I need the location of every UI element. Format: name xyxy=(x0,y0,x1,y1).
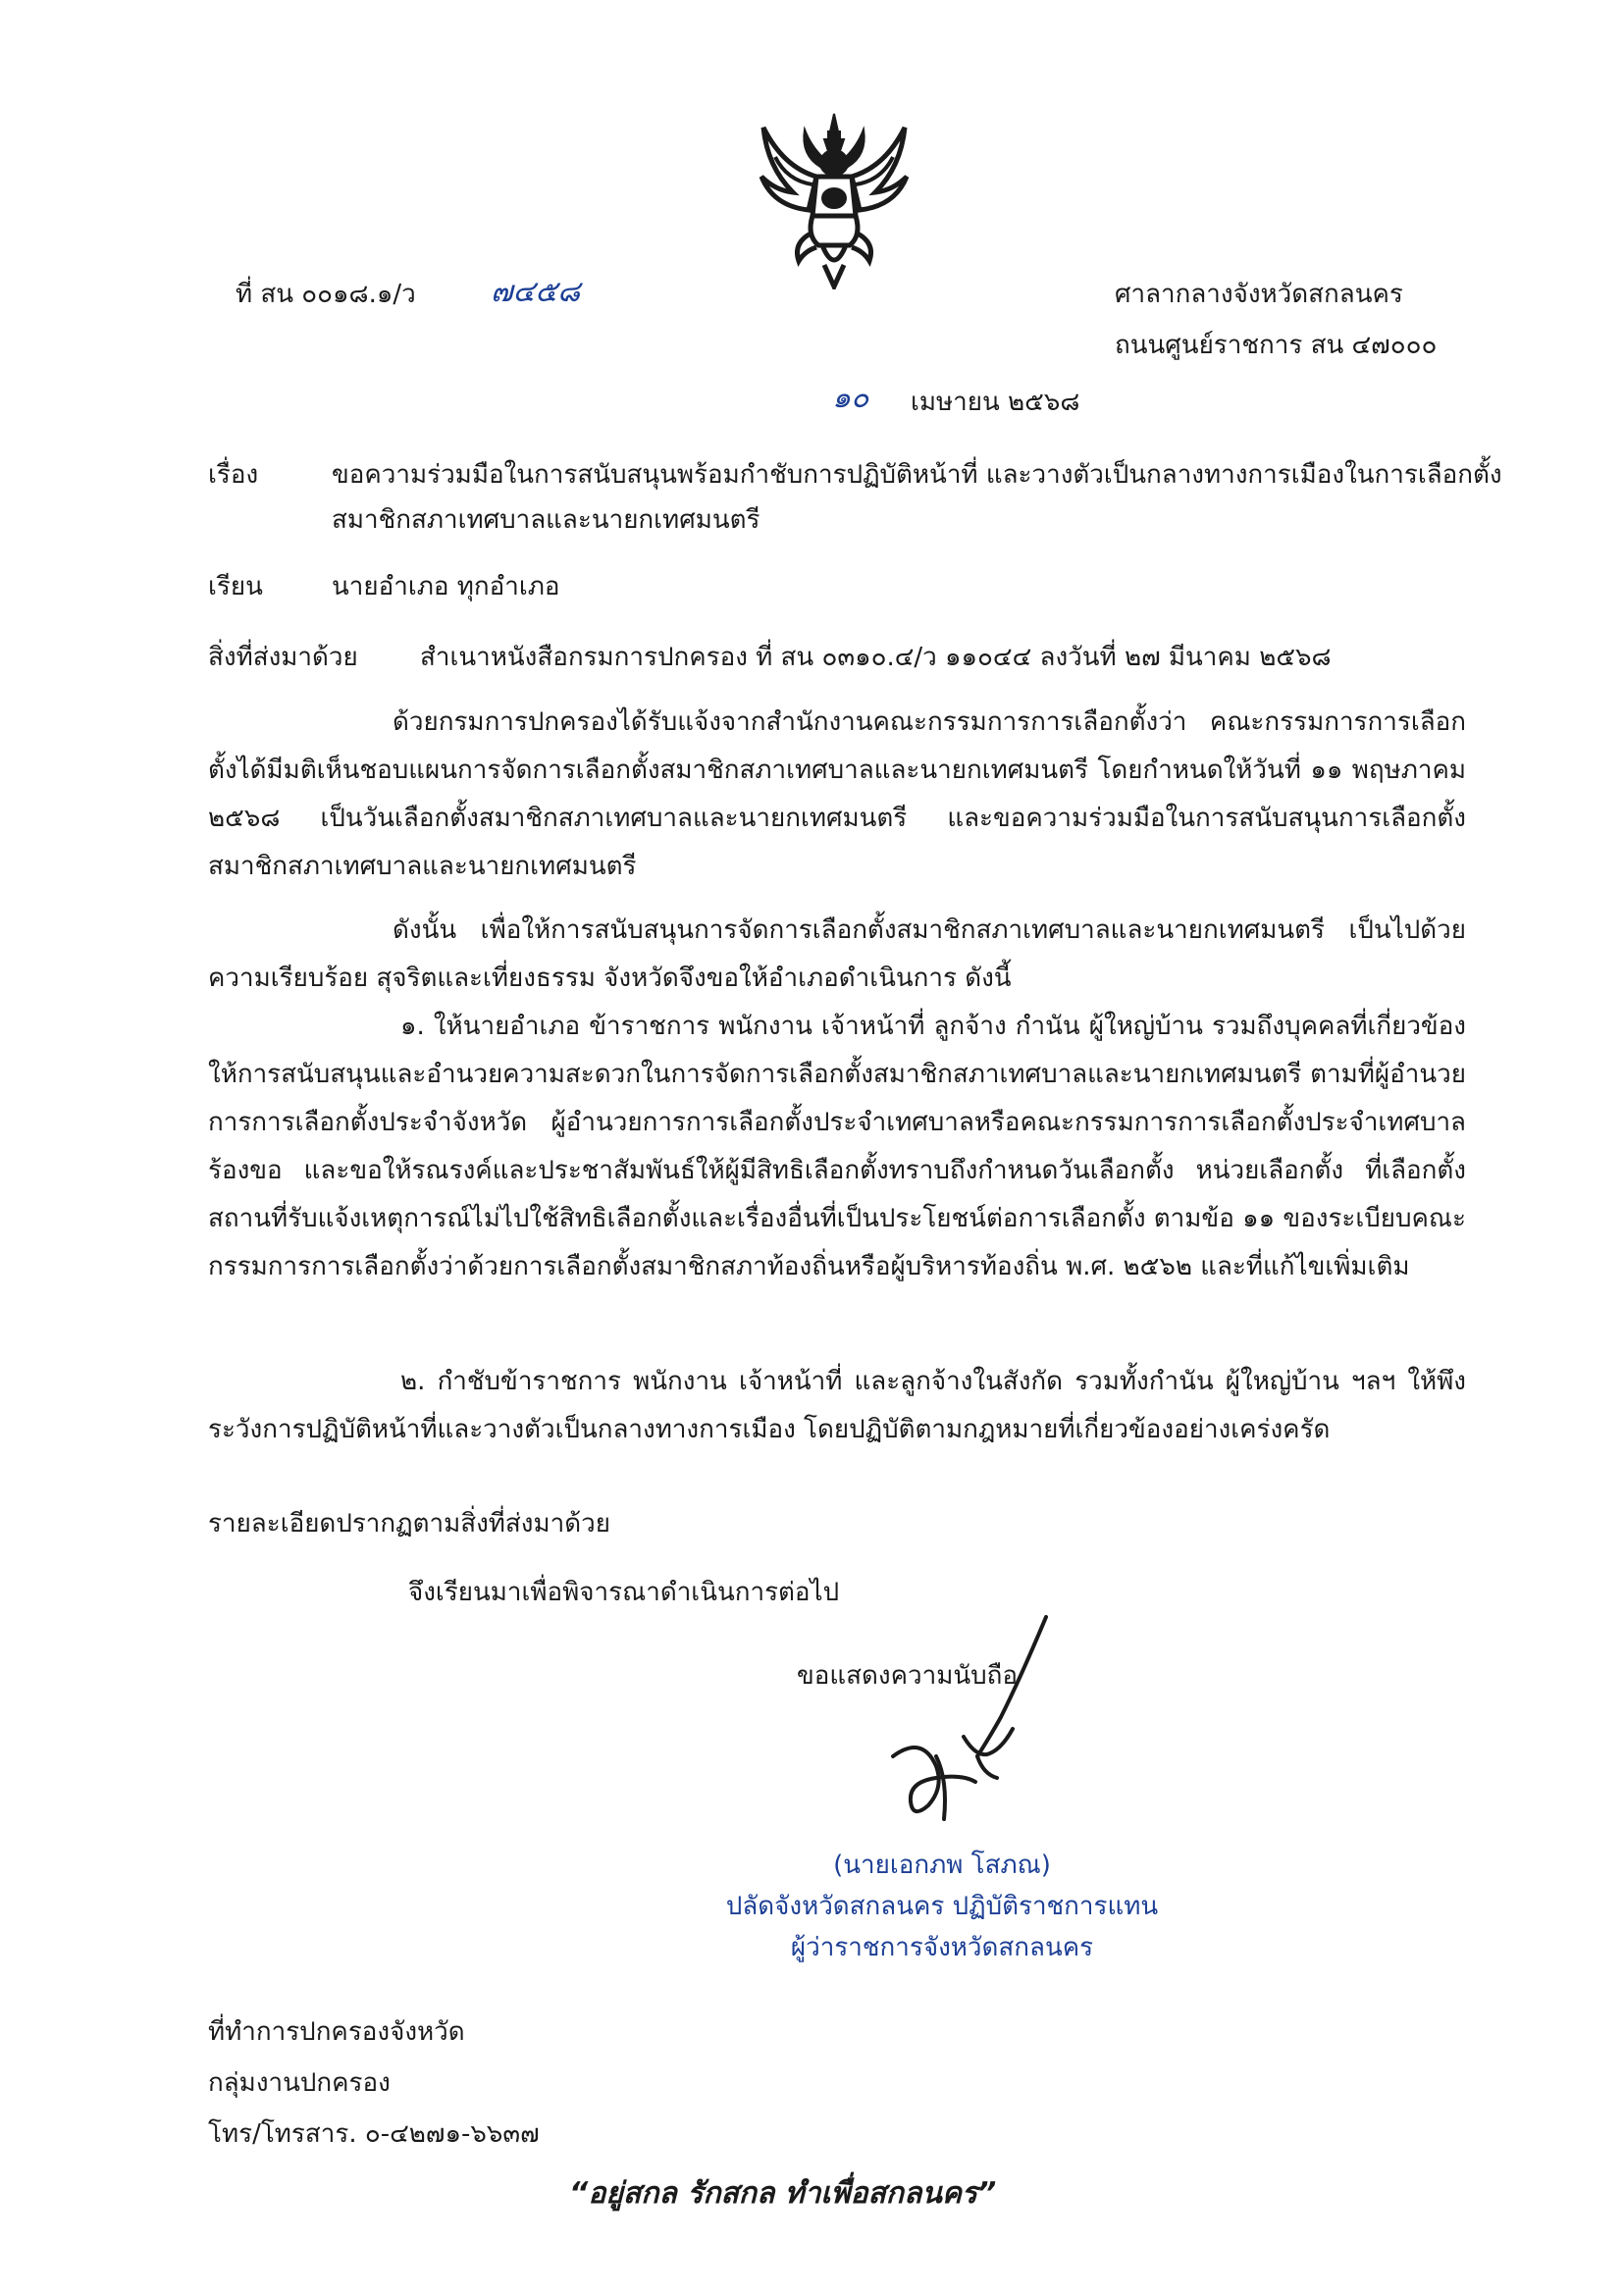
dept-line-2: กลุ่มงานปกครอง xyxy=(208,2068,391,2098)
body-item-2 xyxy=(208,1358,1466,1454)
ref-number-handwritten: ๗๔๕๘ xyxy=(491,275,581,309)
date-day-handwritten: ๑๐ xyxy=(832,381,869,415)
item2-text: ๒. กำชับข้าราชการ พนักงาน เจ้าหน้าที่ และลูกจ้างในสังกัด รวมทั้งกำนัน ผู้ใหญ่บ้าน ฯลฯ ให้พึงระวังการปฏิบัติหน้าที่และวางตัวเป็นกลางทางการเมือง โดยปฏิบัติตามกฎหมายที่เกี่ยวข้องอย่างเคร่งครัด xyxy=(208,1367,1466,1444)
signer-name: (นายเอกภพ โสภณ) xyxy=(833,1851,1051,1880)
ref-number-label: ที่ สน ๐๐๑๘.๑/ว xyxy=(236,280,416,309)
body-paragraph-1 xyxy=(208,699,1466,891)
date-month-year: เมษายน ๒๕๖๘ xyxy=(911,388,1080,417)
item1-text: ๑. ให้นายอำเภอ ข้าราชการ พนักงาน เจ้าหน้าที่ ลูกจ้าง กำนัน ผู้ใหญ่บ้าน รวมถึงบุคคลที่เกี่ยวข้อง ให้การสนับสนุนและอำนวยความสะดวกในการจัดการเลือกตั้งสมาชิกสภาเทศบาลและนายกเทศมนตรี ตามที่ผู้อำนวยการการเลือกตั้งประจำจังหวัด ผู้อำนวยการการเลือกตั้งประจำเทศบาลหรือคณะกรรมการการเลือกตั้งประจำเทศบาลร้องขอ และขอให้รณรงค์และประชาสัมพันธ์ให้ผู้มีสิทธิเลือกตั้งทราบถึงกำหนดวันเลือกตั้ง หน่วยเลือกตั้ง ที่เลือกตั้ง สถานที่รับแจ้งเหตุการณ์ไม่ไปใช้สิทธิเลือกตั้งและเรื่องอื่นที่เป็นประโยชน์ต่อการเลือกตั้ง ตามข้อ ๑๑ ของระเบียบคณะกรรมการการเลือกตั้งว่าด้วยการเลือกตั้งสมาชิกสภาท้องถิ่นหรือผู้บริหารท้องถิ่น พ.ศ. ๒๕๖๒ และที่แก้ไขเพิ่มเติม xyxy=(208,1012,1466,1281)
to-value: นายอำเภอ ทุกอำเภอ xyxy=(332,572,560,601)
body-item-1 xyxy=(208,1003,1466,1291)
salutation: ขอแสดงความนับถือ xyxy=(797,1661,1018,1691)
body-paragraph-2 xyxy=(208,907,1466,1003)
enclosure-value: สำเนาหนังสือกรมการปกครอง ที่ สน ๐๓๑๐.๔/ว ๑๑๐๔๔ ลงวันที่ ๒๗ มีนาคม ๒๕๖๘ xyxy=(420,643,1332,672)
signer-title-1: ปลัดจังหวัดสกลนคร ปฏิบัติราชการแทน xyxy=(725,1892,1159,1921)
closing-request: จึงเรียนมาเพื่อพิจารณาดำเนินการต่อไป xyxy=(408,1578,840,1607)
signer-title-2: ผู้ว่าราชการจังหวัดสกลนคร xyxy=(790,1933,1094,1962)
motto: “อยู่สกล รักสกล ทำเพื่อสกลนคร” xyxy=(569,2176,997,2211)
to-label: เรียน xyxy=(208,572,263,601)
para1-text: ด้วยกรมการปกครองได้รับแจ้งจากสำนักงานคณะกรรมการการเลือกตั้งว่า คณะกรรมการการเลือกตั้งได้มีมติเห็นชอบแผนการจัดการเลือกตั้งสมาชิกสภาเทศบาลและนายกเทศมนตรี โดยกำหนดให้วันที่ ๑๑ พฤษภาคม ๒๕๖๘ เป็นวันเลือกตั้งสมาชิกสภาเทศบาลและนายกเทศมนตรี และขอความร่วมมือในการสนับสนุนการเลือกตั้งสมาชิกสภาเทศบาลและนายกเทศมนตรี xyxy=(208,707,1466,881)
subject-label: เรื่อง xyxy=(208,460,259,490)
details-line: รายละเอียดปรากฏตามสิ่งที่ส่งมาด้วย xyxy=(208,1509,610,1539)
garuda-emblem-icon xyxy=(754,108,915,289)
enclosure-label: สิ่งที่ส่งมาด้วย xyxy=(208,643,358,672)
signer-block xyxy=(687,1845,1197,1968)
dept-line-3: โทร/โทรสาร. ๐-๔๒๗๑-๖๖๓๗ xyxy=(208,2119,540,2149)
office-name: ศาลากลางจังหวัดสกลนคร xyxy=(1115,280,1403,309)
para2-text: ดังนั้น เพื่อให้การสนับสนุนการจัดการเลือกตั้งสมาชิกสภาเทศบาลและนายกเทศมนตรี เป็นไปด้วยความเรียบร้อย สุจริตและเที่ยงธรรม จังหวัดจึงขอให้อำเภอดำเนินการ ดังนี้ xyxy=(208,915,1466,993)
office-address: ถนนศูนย์ราชการ สน ๔๗๐๐๐ xyxy=(1115,331,1438,360)
signature-icon xyxy=(854,1609,1070,1845)
subject-line-2: สมาชิกสภาเทศบาลและนายกเทศมนตรี xyxy=(332,505,760,535)
subject-line-1: ขอความร่วมมือในการสนับสนุนพร้อมกำชับการปฏิบัติหน้าที่ และวางตัวเป็นกลางทางการเมืองในการเลือกตั้ง xyxy=(332,460,1502,490)
dept-line-1: ที่ทำการปกครองจังหวัด xyxy=(208,2017,465,2047)
